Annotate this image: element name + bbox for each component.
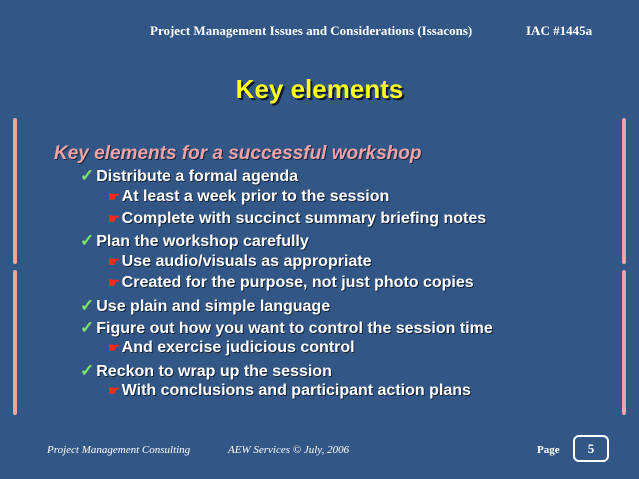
bullet-text: Figure out how you want to control the session time (96, 320, 493, 337)
pointing-hand-icon: ☛ (108, 275, 120, 290)
bullet-text: Plan the workshop carefully (96, 233, 309, 250)
sub-bullet-text: With conclusions and participant action plans (121, 382, 471, 399)
page-label: Page (537, 444, 560, 456)
pointing-hand-icon: ☛ (108, 211, 120, 226)
pointing-hand-icon: ☛ (108, 340, 120, 355)
header-title: Project Management Issues and Considerations (Issacons) (150, 23, 473, 38)
page-number: 5 (587, 441, 595, 456)
footer-copyright: AEW Services © July, 2006 (228, 444, 350, 456)
pointing-hand-icon: ☛ (108, 383, 120, 398)
sub-bullet-item (108, 253, 372, 275)
sub-bullet-item (108, 339, 355, 361)
sub-bullet-text: And exercise judicious control (121, 339, 355, 356)
bullet-item (80, 166, 298, 188)
left-decorative-bar-top (13, 118, 17, 264)
slide-title: Key elements (235, 74, 404, 104)
check-icon: ✓ (80, 166, 95, 185)
right-decorative-bar-bottom (622, 270, 626, 415)
sub-bullet-item (108, 210, 486, 232)
bullet-text: Use plain and simple language (96, 298, 331, 315)
sub-bullet-item (108, 188, 389, 210)
check-icon: ✓ (80, 296, 95, 315)
slide-header (0, 23, 639, 43)
bullet-item (80, 231, 309, 253)
check-icon: ✓ (80, 318, 95, 337)
bullet-item (80, 361, 332, 383)
page-number-box (573, 435, 609, 462)
sub-bullet-text: Use audio/visuals as appropriate (121, 253, 372, 270)
bullet-text: Distribute a formal agenda (96, 168, 299, 185)
bullet-item (80, 296, 330, 318)
right-decorative-bar-top (622, 118, 626, 264)
header-code: IAC #1445a (526, 23, 593, 38)
bullet-text: Reckon to wrap up the session (96, 363, 332, 380)
sub-bullet-text: Complete with succinct summary briefing notes (121, 210, 487, 227)
left-decorative-bar-bottom (13, 270, 17, 415)
check-icon: ✓ (80, 361, 95, 380)
slide-subtitle: Key elements for a successful workshop (54, 143, 422, 164)
sub-bullet-item (108, 274, 474, 296)
sub-bullet-text: At least a week prior to the session (121, 188, 390, 205)
check-icon: ✓ (80, 231, 95, 250)
pointing-hand-icon: ☛ (108, 189, 120, 204)
slide-footer (0, 442, 639, 462)
bullet-item (80, 318, 493, 340)
footer-company: Project Management Consulting (47, 444, 191, 456)
sub-bullet-item (108, 382, 471, 404)
pointing-hand-icon: ☛ (108, 254, 120, 269)
sub-bullet-text: Created for the purpose, not just photo copies (121, 274, 474, 291)
